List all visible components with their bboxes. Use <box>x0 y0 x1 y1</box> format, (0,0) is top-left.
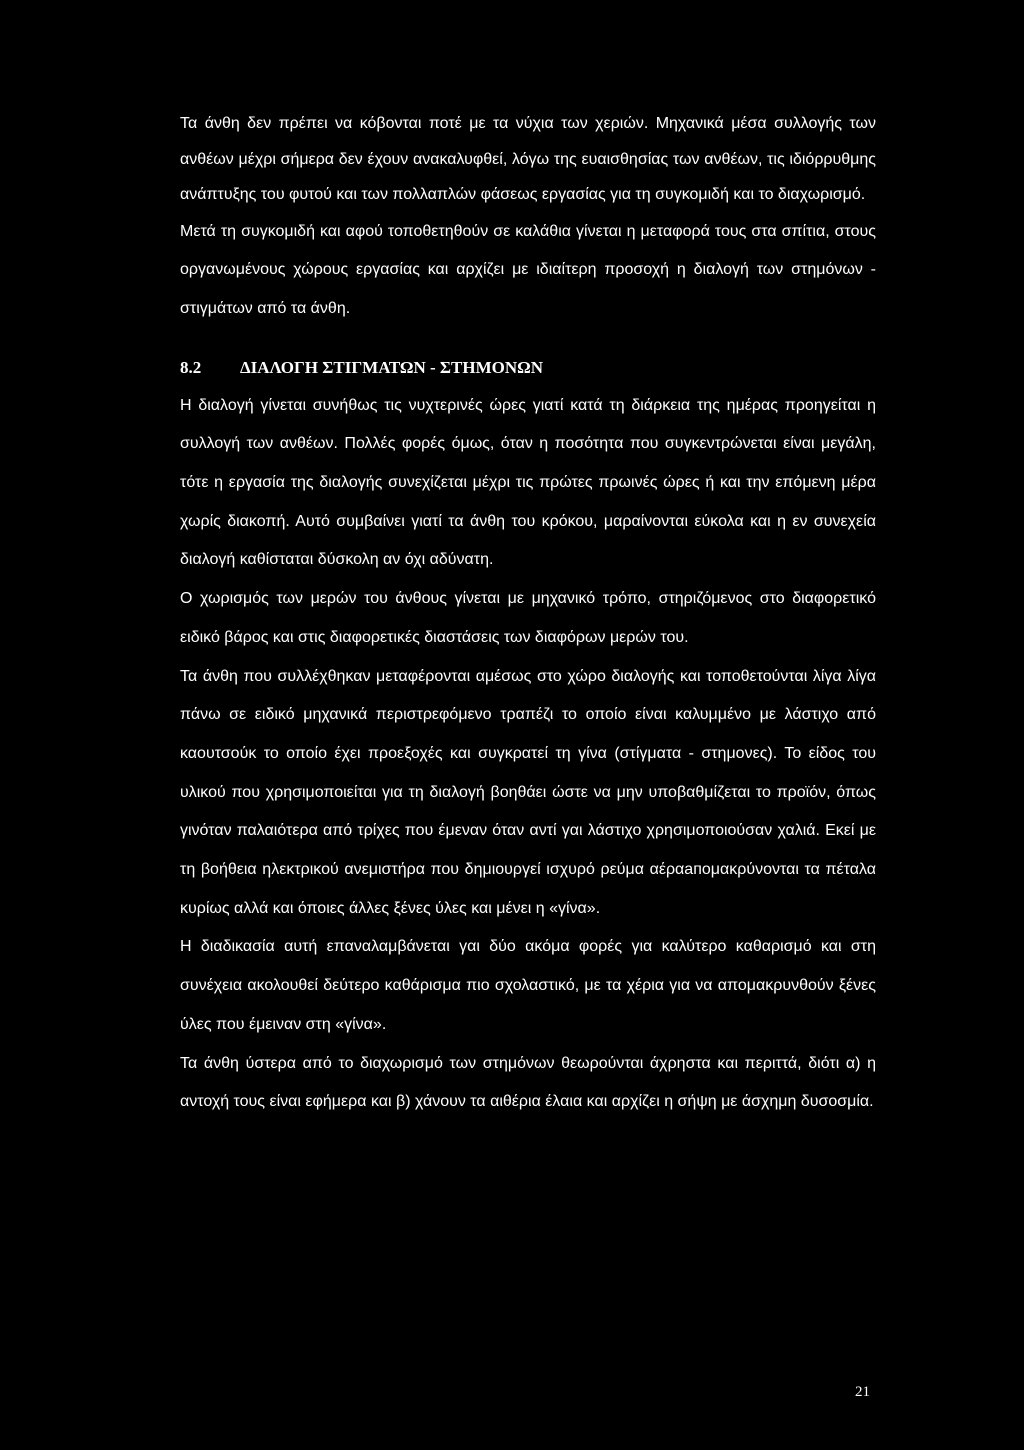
body-paragraph-3: Τα άνθη που συλλέχθηκαν μεταφέρονται αμέσως στο χώρο διαλογής και τοποθετούνται λίγα λίγα πάνω σε ειδικό μηχανικά περιστρεφόμενο τραπέζι το οποίο είναι καλυμμένο με λάστιχο από καουτσούκ το οποίο έχει προεξοχές και συγκρατεί τη γίνα (στίγματα - στημονες). Το είδος του υλικού που χρησιμοποιείται για τη διαλογή βοηθάει ώστε να μην υποβαθμίζεται το προϊόν, όπως γινόταν παλαιότερα από τρίχες που έμεναν όταν αντί γαι λάστιχο χρησιμοποιούσαν χαλιά. Εκεί με τη βοήθεια ηλεκτρικού ανεμιστήρα που δημιουργεί ισχυρό ρεύμα αέραапομακρύνονται τα πέταλα κυρίως αλλά και όποιες άλλες ξένες ύλες και μένει η «γίνα». <box>180 667 876 917</box>
section-title: ΔΙΑΛΟΓΗ ΣΤΙΓΜΑΤΩΝ - ΣΤΗΜΟΝΩΝ <box>240 357 544 377</box>
body-paragraph-2: Ο χωρισμός των μερών του άνθους γίνεται με μηχανικό τρόπο, στηριζόμενος στο διαφορετικό ειδικό βάρος και στις διαφορετικές διαστάσεις των διαφόρων μερών του. <box>180 590 876 646</box>
body-paragraph-4: Η διαδικασία αυτή επαναλαμβάνεται γαι δύο ακόμα φορές για καλύτερο καθαρισμό και στη συνέχεια ακολουθεί δεύτερο καθάρισμα πιο σχολαστικό, με τα χέρια για να απομακρυνθούν ξένες ύλες που έμειναν στη «γίνα». <box>180 938 876 1033</box>
document-body <box>180 106 876 1122</box>
body-paragraph-5: Τα άνθη ύστερα από το διαχωρισμό των στημόνων θεωρούνται άχρηστα και περιττά, διότι α) η αντοχή τους είναι εφήμερα και β) χάνουν τα αιθέρια έλαια και αρχίζει η σήψη με άσχημη δυσοσμία. <box>180 1054 876 1111</box>
intro-paragraph-2: Μετά τη συγκομιδή και αφού τοποθετηθούν σε καλάθια γίνεται η μεταφορά τους στα σπίτια, στους οργανωμένους χώρους εργασίας και αρχίζει με ιδιαίτερη προσοχή η διαλογή των στημόνων - στιγμάτων από τα άνθη. <box>180 222 876 317</box>
page-number: 21 <box>855 1384 870 1400</box>
intro-paragraph-1: Τα άνθη δεν πρέπει να κόβονται ποτέ με τα νύχια των χεριών. Μηχανικά μέσα συλλογής των ανθέων μέχρι σήμερα δεν έχουν ανακαλυφθεί, λόγω της ευαισθησίας των ανθέων, τις ιδιόρρυθμης ανάπτυξης του φυτού και των πολλαπλών φάσεως εργασίας για τη συγκομιδή και το διαχωρισμό. <box>180 115 876 203</box>
body-paragraph-1: Η διαλογή γίνεται συνήθως τις νυχτερινές ώρες γιατί κατά τη διάρκεια της ημέρας προηγείται η συλλογή των ανθέων. Πολλές φορές όμως, όταν η ποσότητα που συγκεντρώνεται είναι μεγάλη, τότε η εργασία της διαλογής συνεχίζεται μέχρι τις πρώτες πρωινές ώρες ή και την επόμενη μέρα χωρίς διακοπή. Αυτό συμβαίνει γιατί τα άνθη του κρόκου, μαραίνονται εύκολα και η εν συνεχεία διαλογή καθίσταται δύσκολη αν όχι αδύνατη. <box>180 396 876 569</box>
section-number: 8.2 <box>180 357 202 377</box>
section-heading <box>180 349 876 387</box>
